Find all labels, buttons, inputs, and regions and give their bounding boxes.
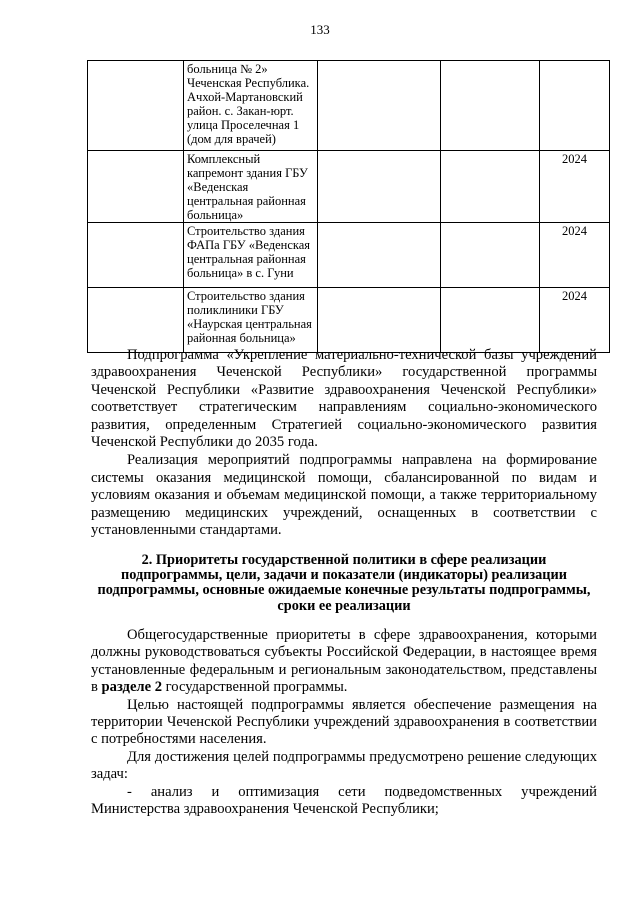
section-body-text [91,627,597,818]
table-cell-year: 2024 [540,151,610,223]
text-run: государственной программы. [162,679,348,696]
paragraph: Реализация мероприятий подпрограммы направлена на формирование системы оказания медицинской помощи, сбалансированной по видам и условиям оказания и объемам медицинской помощи, а также территориальному размещению медицинских учреждений, оснащенных в соответствии с установленными стандартами. [91,452,597,539]
paragraph [91,627,597,697]
paragraph: Для достижения целей подпрограммы предусмотрено решение следующих задач: [91,748,597,783]
table-cell-empty [441,61,540,151]
table-cell-object: больница № 2» Чеченская Республика. Ачхой-Мартановский район. с. Закан-юрт. улица Проселечная 1 (дом для врачей) [184,61,318,151]
table-cell-object: Комплексный капремонт здания ГБУ «Веденская центральная районная больница» [184,151,318,223]
table-cell-empty [441,223,540,288]
page-number: 133 [310,22,330,37]
table-cell-empty [88,288,184,353]
table-cell-year: 2024 [540,223,610,288]
table-cell-year: 2024 [540,288,610,353]
objects-table [87,60,610,353]
bold-reference: разделе 2 [101,679,163,696]
table-cell-empty [318,288,441,353]
table-row [88,288,610,353]
table-cell-empty [88,151,184,223]
paragraph: Подпрограмма «Укрепление материально-технической базы учреждений здравоохранения Чеченской Республики» государственной программы Чеченской Республики «Развитие здравоохранения Чеченской Республики» соответствует стратегическим направлениям социально-экономического развития, определенным Стратегией социально-экономического развития Чеченской Республики до 2035 года. [91,347,597,451]
table-row [88,151,610,223]
intro-text [91,347,597,539]
table-row [88,61,610,151]
table-cell-object: Строительство здания ФАПа ГБУ «Веденская центральная районная больница» в с. Гуни [184,223,318,288]
paragraph: - анализ и оптимизация сети подведомственных учреждений Министерства здравоохранения Чеченской Республики; [91,783,597,818]
table-cell-empty [88,223,184,288]
table-cell-empty [318,223,441,288]
paragraph: Целью настоящей подпрограммы является обеспечение размещения на территории Чеченской Республики учреждений здравоохранения в соответствии с потребностями населения. [91,696,597,748]
table-cell-object: Строительство здания поликлиники ГБУ «Наурская центральная районная больница» [184,288,318,353]
section-heading: 2. Приоритеты государственной политики в сфере реализации подпрограммы, цели, задачи и показатели (индикаторы) реализации подпрограммы, основные ожидаемые конечные результаты подпрограммы, сроки ее реализации [97,552,591,614]
table-cell-empty [318,151,441,223]
table-cell-empty [441,151,540,223]
table-cell-empty [318,61,441,151]
table-cell-year [540,61,610,151]
table-cell-empty [88,61,184,151]
text-run: Общегосударственные приоритеты в сфере здравоохранения, которыми должны руководствоваться субъекты Российской Федерации, в настоящее время установленные федеральным и региональным законодательством, представлены в [91,627,597,696]
table-row [88,223,610,288]
table-cell-empty [441,288,540,353]
